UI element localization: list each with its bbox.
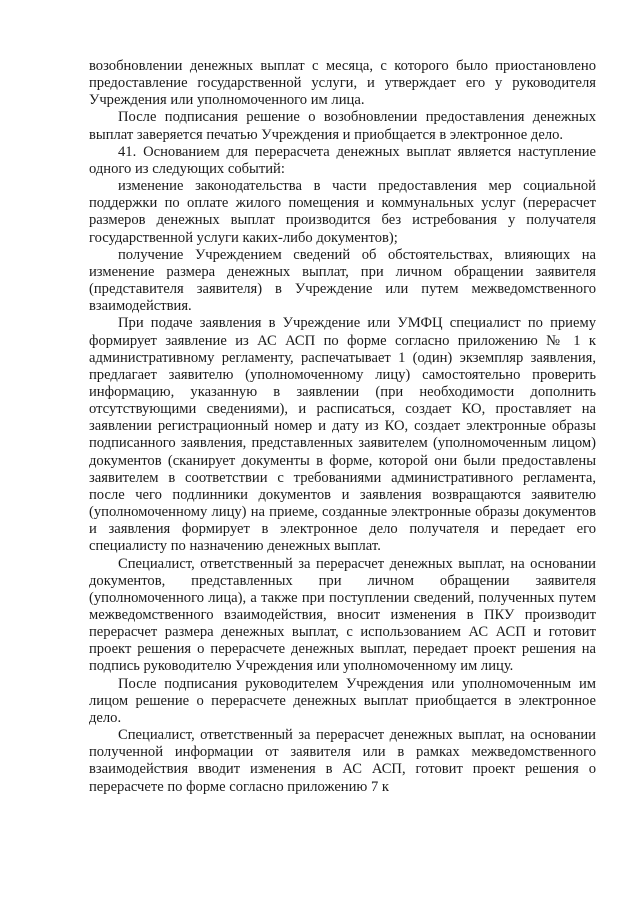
paragraph-3: 41. Основанием для перерасчета денежных выплат является наступление одного из следующих событий: [89, 143, 596, 177]
paragraph-9: Специалист, ответственный за перерасчет денежных выплат, на основании полученной информации от заявителя или в рамках межведомственного взаимодействия вводит изменения в АС АСП, готовит проект решения о перерасчете по форме согласно приложению 7 к [89, 727, 596, 795]
paragraph-7: Специалист, ответственный за перерасчет денежных выплат, на основании документов, представленных при личном обращении заявителя (уполномоченного лица), а также при поступлении сведений, полученных путем межведомственного взаимодействия, вносит изменения в ПКУ производит перерасчет размера денежных выплат, с использованием АС АСП и готовит проект решения о перерасчете денежных выплат, передает проект решения на подпись руководителю Учреждения или уполномоченному им лицу. [89, 555, 596, 675]
paragraph-5: получение Учреждением сведений об обстоятельствах, влияющих на изменение размера денежных выплат, при личном обращении заявителя (представителя заявителя) в Учреждение или путем межведомственного взаимодействия. [89, 246, 596, 315]
paragraph-8: После подписания руководителем Учреждения или уполномоченным им лицом решение о перерасчете денежных выплат приобщается в электронное дело. [89, 675, 596, 726]
paragraph-2: После подписания решение о возобновлении предоставления денежных выплат заверяется печатью Учреждения и приобщается в электронное дело. [89, 109, 596, 143]
document-page [89, 58, 596, 796]
paragraph-1: возобновлении денежных выплат с месяца, с которого было приостановлено предоставление государственной услуги, и утверждает его у руководителя Учреждения или уполномоченного им лица. [89, 58, 596, 109]
paragraph-4: изменение законодательства в части предоставления мер социальной поддержки по оплате жилого помещения и коммунальных услуг (перерасчет размеров денежных выплат производится без истребования у получателя государственной услуги каких-либо документов); [89, 178, 596, 246]
paragraph-6: При подаче заявления в Учреждение или УМФЦ специалист по приему формирует заявление из АС АСП по форме согласно приложению № 1 к административному регламенту, распечатывает 1 (один) экземпляр заявления, предлагает заявителю (уполномоченному лицу) самостоятельно проверить информацию, указанную в заявлении (при необходимости дополнить отсутствующими сведениями), и расписаться, создает КО, проставляет на заявлении регистрационный номер и дату из КО, создает электронные образы подписанного заявления, представленных заявителем (уполномоченным лицом) документов (сканирует документы в форме, которой они были предоставлены заявителем в соответствии с требованиями административного регламента, после чего подлинники документов и заявления возвращаются заявителю (уполномоченному лицу) на приеме, созданные электронные образы документов и заявления формирует в электронное дело получателя и передает его специалисту по назначению денежных выплат. [89, 315, 596, 555]
